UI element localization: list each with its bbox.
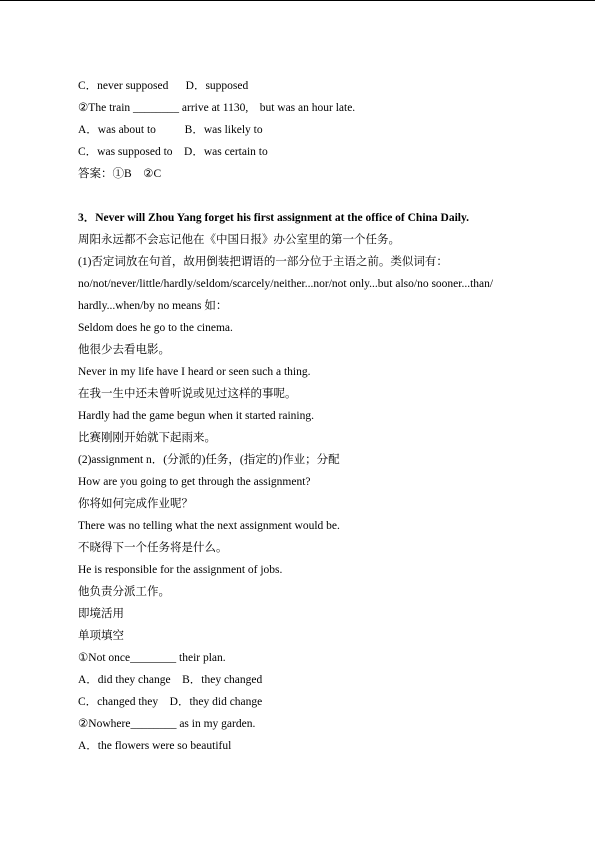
question-line: ①Not once________ their plan. — [78, 652, 226, 664]
subsection-heading: 即境活用 — [78, 608, 124, 620]
example-sentence: Never in my life have I heard or seen such a thing. — [78, 366, 311, 378]
explanation-line: (2)assignment n．(分派的)任务，(指定的)作业；分配 — [78, 454, 340, 466]
example-sentence: He is responsible for the assignment of jobs. — [78, 564, 283, 576]
example-translation: 在我一生中还未曾听说或见过这样的事呢。 — [78, 388, 297, 400]
example-translation: 你将如何完成作业呢？ — [78, 498, 193, 510]
question-line: ②Nowhere________ as in my garden. — [78, 718, 256, 730]
top-border — [0, 0, 595, 1]
answer-line: 答案：①B ②C — [78, 168, 162, 180]
option-line: A．was about to B．was likely to — [78, 124, 263, 136]
explanation-line: no/not/never/little/hardly/seldom/scarcely/neither...nor/not only...but also/no sooner...than/ — [78, 278, 494, 290]
example-translation: 他很少去看电影。 — [78, 344, 170, 356]
explanation-line: (1)否定词放在句首，故用倒装把谓语的一部分位于主语之前。类似词有： — [78, 256, 448, 268]
question-line: ②The train ________ arrive at 1130, but was an hour late. — [78, 102, 356, 114]
example-translation: 比赛刚刚开始就下起雨来。 — [78, 432, 216, 444]
option-line: A．the flowers were so beautiful — [78, 740, 232, 752]
example-sentence: There was no telling what the next assignment would be. — [78, 520, 340, 532]
explanation-line: hardly...when/by no means 如： — [78, 300, 228, 312]
option-line: C．was supposed to D．was certain to — [78, 146, 268, 158]
example-translation: 不晓得下一个任务将是什么。 — [78, 542, 228, 554]
example-sentence: Seldom does he go to the cinema. — [78, 322, 233, 334]
translation-line: 周阳永远都不会忘记他在《中国日报》办公室里的第一个任务。 — [78, 234, 400, 246]
section-heading: 3．Never will Zhou Yang forget his first assignment at the office of China Daily. — [78, 212, 469, 224]
example-sentence: Hardly had the game begun when it started raining. — [78, 410, 314, 422]
option-line: C．never supposed D．supposed — [78, 80, 249, 92]
example-translation: 他负责分派工作。 — [78, 586, 170, 598]
option-line: A．did they change B．they changed — [78, 674, 263, 686]
option-line: C．changed they D．they did change — [78, 696, 263, 708]
example-sentence: How are you going to get through the assignment? — [78, 476, 311, 488]
subsection-heading: 单项填空 — [78, 630, 124, 642]
